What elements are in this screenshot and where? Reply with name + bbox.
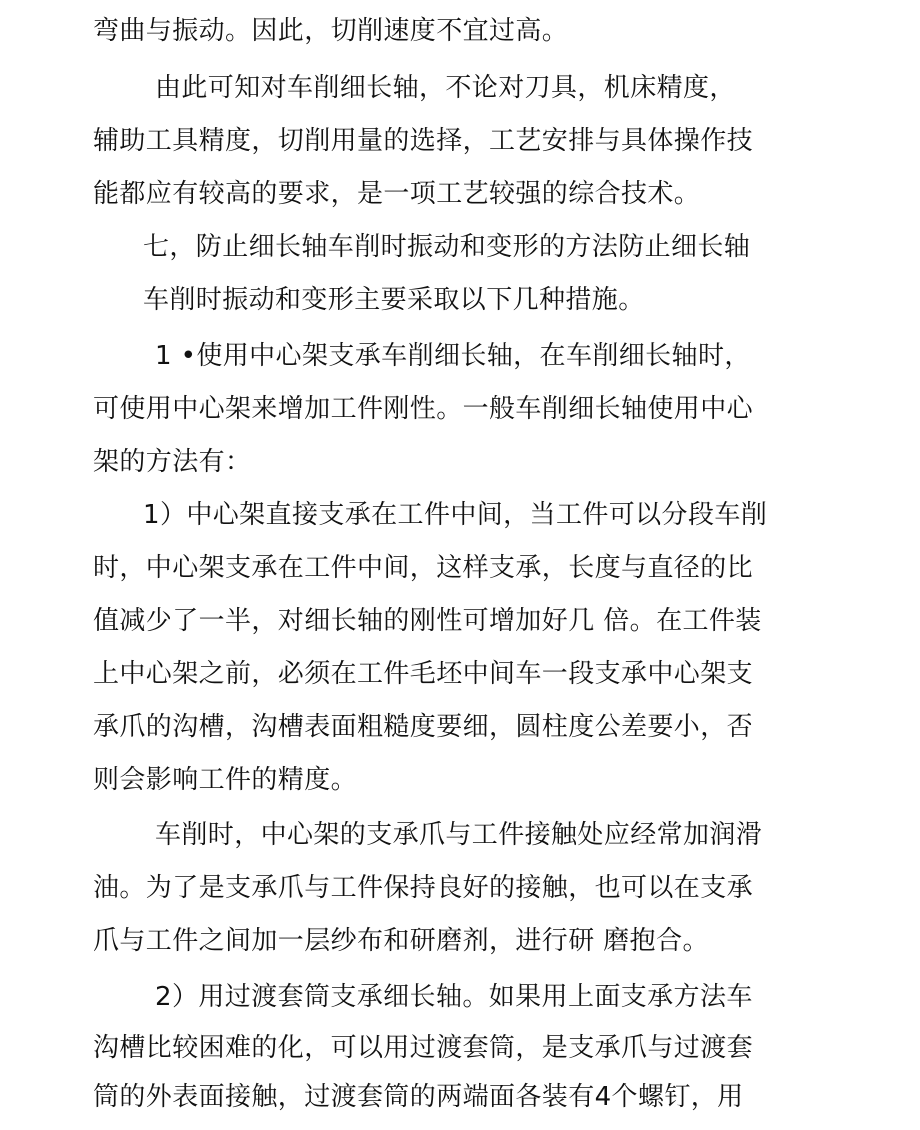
text-line: 七，防止细长轴车削时振动和变形的方法防止细长轴 xyxy=(143,232,751,262)
text-line: 油。为了是支承爪与工件保持良好的接触，也可以在支承 xyxy=(93,873,754,903)
text-line: 值减少了一半，对细长轴的刚性可增加好几 倍。在工件装 xyxy=(93,606,762,636)
text-line: 时，中心架支承在工件中间，这样支承，长度与直径的比 xyxy=(93,553,754,583)
text-line: 能都应有较高的要求，是一项工艺较强的综合技术。 xyxy=(93,179,701,209)
text-line: 架的方法有： xyxy=(93,447,252,477)
text-line: 承爪的沟槽，沟槽表面粗糙度要细，圆柱度公差要小，否 xyxy=(93,712,754,742)
text-line: 1）中心架直接支承在工件中间，当工件可以分段车削 xyxy=(143,500,768,530)
text-line: 弯曲与振动。因此，切削速度不宜过高。 xyxy=(93,16,569,46)
text-line: 车削时，中心架的支承爪与工件接触处应经常加润滑 xyxy=(155,820,763,850)
text-line: 2）用过渡套筒支承细长轴。如果用上面支承方法车 xyxy=(155,982,753,1012)
text-line: 由此可知对车削细长轴，不论对刀具，机床精度， xyxy=(155,73,736,103)
text-line: 爪与工件之间加一层纱布和研磨剂，进行研 磨抱合。 xyxy=(93,926,709,956)
text-line: 上中心架之前，必须在工件毛坯中间车一段支承中心架支 xyxy=(93,659,754,689)
text-line: 可使用中心架来增加工件刚性。一般车削细长轴使用中心 xyxy=(93,394,754,424)
text-line: 则会影响工件的精度。 xyxy=(93,765,358,795)
text-line: 筒的外表面接触，过渡套筒的两端面各装有4个螺钉，用 xyxy=(93,1082,744,1112)
text-line: 1 •使用中心架支承车削细长轴，在车削细长轴时， xyxy=(155,341,751,371)
text-line: 车削时振动和变形主要采取以下几种措施。 xyxy=(143,285,645,315)
text-line: 沟槽比较困难的化，可以用过渡套筒，是支承爪与过渡套 xyxy=(93,1033,754,1063)
text-line: 辅助工具精度，切削用量的选择，工艺安排与具体操作技 xyxy=(93,126,754,156)
